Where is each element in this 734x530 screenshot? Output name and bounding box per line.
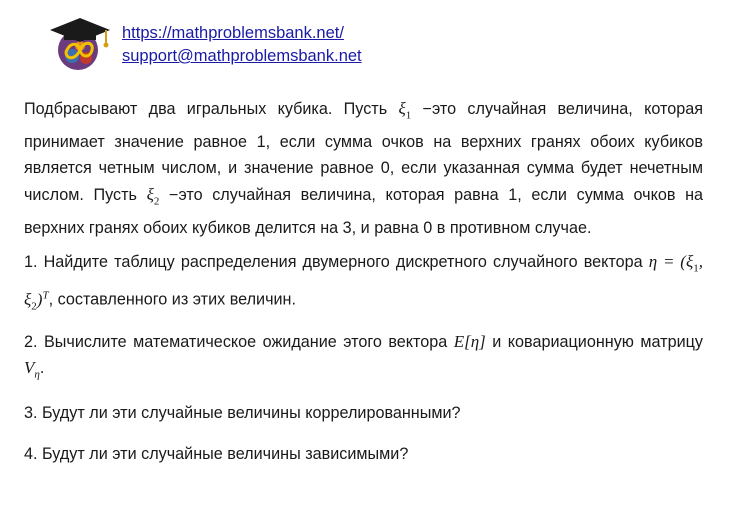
header-links: [122, 22, 362, 68]
problem-text: [24, 96, 703, 467]
support-email-link[interactable]: support@mathproblemsbank.net: [122, 47, 362, 65]
graduation-cap-logo-icon: [48, 12, 112, 72]
site-url-link[interactable]: https://mathproblemsbank.net/: [122, 24, 344, 42]
question-2: 2. Вычислите математическое ожидание этого вектора E[η] и ковариационную матрицу $V_\eta$.: [24, 331, 703, 381]
question-1: 1. Найдите таблицу распределения двумерного дискретного случайного вектора $\eta = (\xi_1$, $\xi_2)^T$, составленного из этих величин.: [24, 252, 703, 313]
question-3: 3. Будут ли эти случайные величины коррелированными?: [24, 404, 461, 423]
problem-intro: Подбрасывают два игральных кубика. Пусть $\xi_1 -это$ случайная величина, которая принимает значение равное 1, если сумма очков на верхних гранях обоих кубиков является четным числом, и значение равное 0, если указанная сумма будет нечетным числом. Пусть $\xi_2 -это$ случайная величина, которая равна 1, если сумма очков на верхних гранях обоих кубиков делится на 3, и равна 0 в противном случае.: [24, 99, 704, 237]
question-4: 4. Будут ли эти случайные величины зависимыми?: [24, 444, 409, 463]
